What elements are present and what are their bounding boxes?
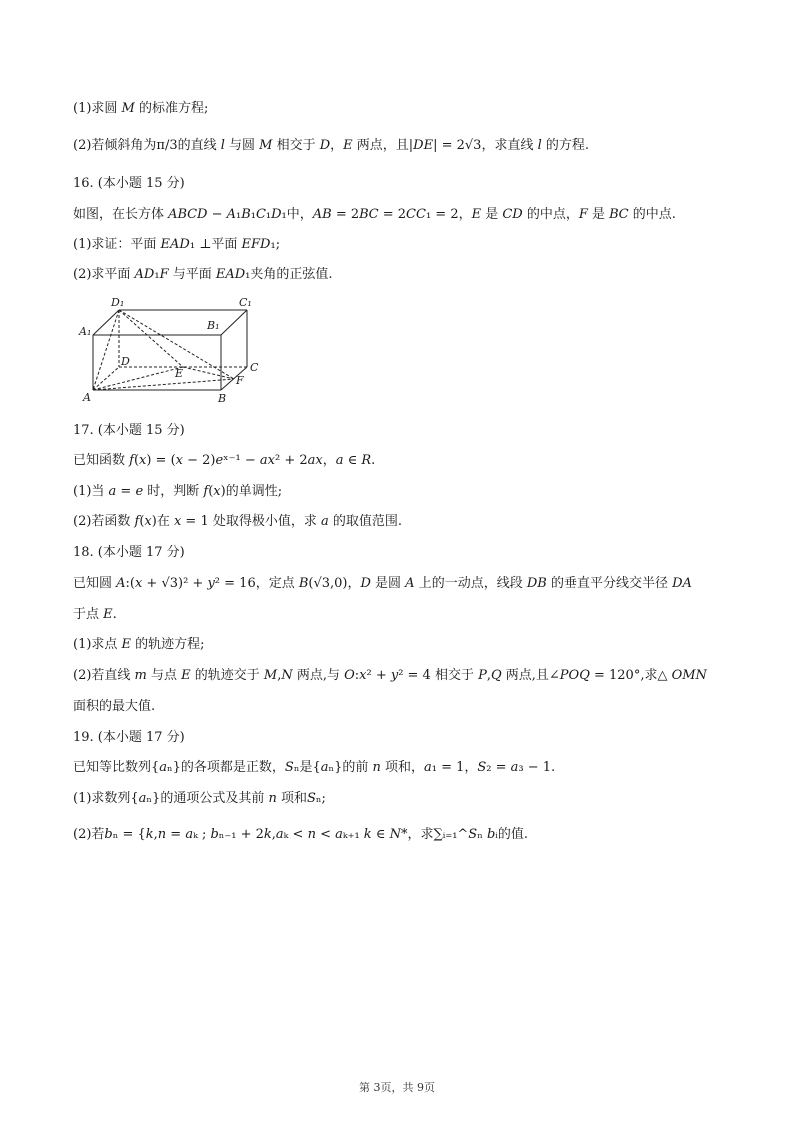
text-line-q18-stem-cont: 于点 𝐸. [73,607,117,622]
text-line-q17-stem: 已知函数 𝑓(𝑥) = (𝑥 − 2)𝑒ˣ⁻¹ − 𝑎𝑥² + 2𝑎𝑥，𝑎 ∈ 𝑅. [73,453,376,468]
label-E: E [175,367,184,380]
text-line-q19-stem: 已知等比数列{𝑎ₙ}的各项都是正数，𝑆ₙ是{𝑎ₙ}的前 𝑛 项和，𝑎₁ = 1，𝑆₂ = 𝑎₃ − 1. [73,760,556,775]
text-line-q18-part2: (2)若直线 𝑚 与点 𝐸 的轨迹交于 𝑀,𝑁 两点,与 𝑂:𝑥² + 𝑦² = 4 相交于 𝑃,𝑄 两点,且∠𝑃𝑂𝑄 = 120°,求△ 𝑂𝑀𝑁 [73,668,707,683]
question-19-heading: 19. (本小题 17 分) [73,730,185,745]
question-17-heading: 17. (本小题 15 分) [73,423,185,438]
text-line-q19-part2: (2)若𝑏ₙ = {𝑘,𝑛 = 𝑎ₖ ; 𝑏ₙ₋₁ + 2𝑘,𝑎ₖ < 𝑛 < 𝑎ₖ₊₁ 𝑘 ∈ 𝑁*，求∑ᵢ₌₁^𝑆ₙ 𝑏ᵢ的值. [73,827,529,842]
text-line-q17-part1: (1)当 𝑎 = 𝑒 时，判断 𝑓(𝑥)的单调性; [73,484,283,499]
text-line-q19-part1: (1)求数列{𝑎ₙ}的通项公式及其前 𝑛 项和𝑆ₙ; [73,791,326,806]
text-line-q18-part1: (1)求点 𝐸 的轨迹方程; [73,637,205,652]
text-line-q16-part1: (1)求证：平面 𝐸𝐴𝐷₁ ⊥平面 𝐸𝐹𝐷₁; [73,237,281,252]
label-B1: B₁ [207,319,220,332]
label-D1: D₁ [111,296,125,309]
text-line-q18-part2-cont: 面积的最大值. [73,699,156,714]
label-A: A [83,391,91,404]
label-C1: C₁ [239,296,252,309]
label-A1: A₁ [79,325,92,338]
text-line-q15-part1: (1)求圆 𝑀 的标准方程; [73,101,209,116]
question-18-heading: 18. (本小题 17 分) [73,545,185,560]
text-line-q15-part2: (2)若倾斜角为π/3的直线 𝑙 与圆 𝑀 相交于 𝐷，𝐸 两点，且|𝐷𝐸| = 2√3，求直线 𝑙 的方程. [73,138,589,153]
cuboid-figure [73,293,273,405]
label-B: B [218,392,227,405]
text-line-q16-stem: 如图，在长方体 𝐴𝐵𝐶𝐷 − 𝐴₁𝐵₁𝐶₁𝐷₁中，𝐴𝐵 = 2𝐵𝐶 = 2𝐶𝐶₁ = 2，𝐸 是 𝐶𝐷 的中点，𝐹 是 𝐵𝐶 的中点. [73,207,676,222]
label-C: C [250,361,259,374]
page-footer: 第 3页，共 9页 [359,1081,435,1094]
label-D: D [121,355,130,368]
label-F: F [236,374,244,387]
text-line-q17-part2: (2)若函数 𝑓(𝑥)在 𝑥 = 1 处取得极小值，求 𝑎 的取值范围. [73,514,403,529]
text-line-q18-stem: 已知圆 𝐴:(𝑥 + √3)² + 𝑦² = 16，定点 𝐵(√3,0)，𝐷 是圆 𝐴 上的一动点，线段 𝐷𝐵 的垂直平分线交半径 𝐷𝐴 [73,576,692,591]
question-16-heading: 16. (本小题 15 分) [73,176,185,191]
text-line-q16-part2: (2)求平面 𝐴𝐷₁𝐹 与平面 𝐸𝐴𝐷₁夹角的正弦值. [73,267,333,282]
